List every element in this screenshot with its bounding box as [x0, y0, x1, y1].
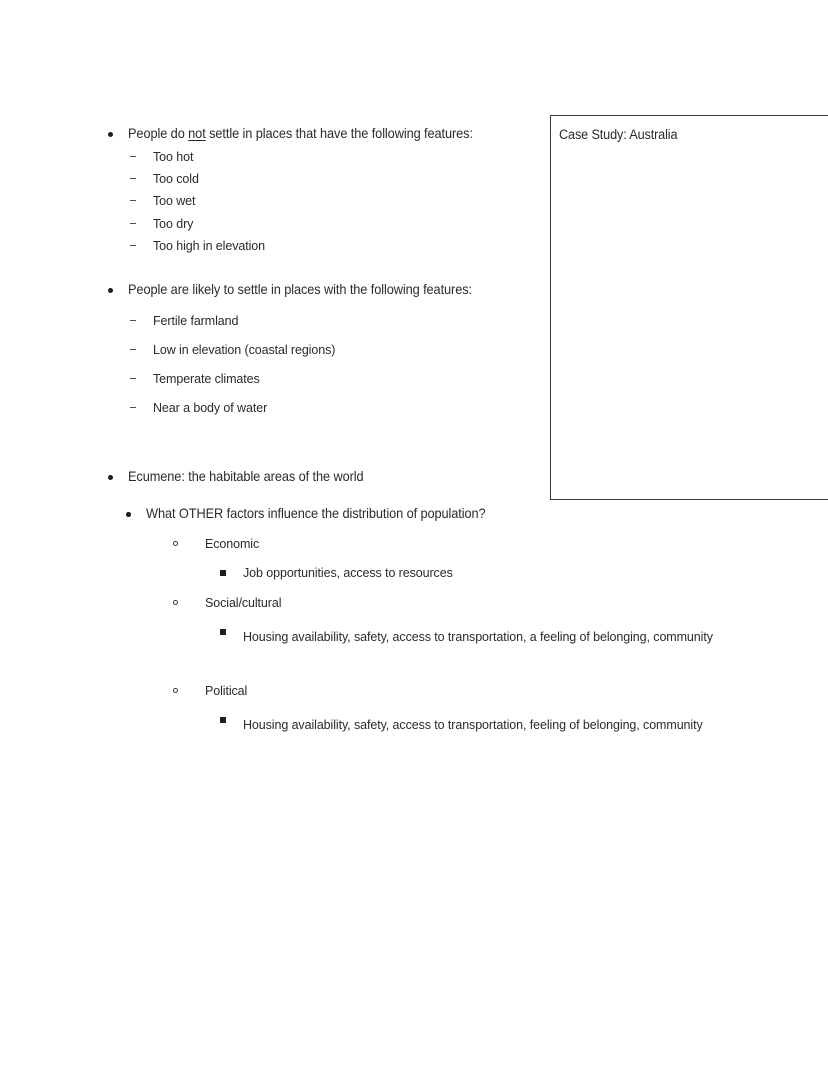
- bullet-dash-icon: [130, 223, 136, 224]
- list-item: Too hot: [153, 149, 194, 164]
- case-study-box: [550, 115, 828, 500]
- bullet-disc-icon: [126, 512, 131, 517]
- factor-name: Social/cultural: [205, 595, 282, 610]
- bullet-dash-icon: [130, 178, 136, 179]
- bullet-disc-icon: [108, 288, 113, 293]
- bullet-disc-icon: [108, 475, 113, 480]
- bullet-dash-icon: [130, 200, 136, 201]
- question-other-factors: What OTHER factors influence the distribution of population?: [146, 506, 486, 521]
- list-item: Temperate climates: [153, 371, 260, 386]
- bullet-square-icon: [220, 717, 226, 723]
- factor-detail: Housing availability, safety, access to transportation, feeling of belonging, community: [243, 717, 703, 732]
- factor-name: Economic: [205, 536, 260, 551]
- heading-not-settle-after: settle in places that have the following features:: [205, 126, 473, 141]
- bullet-square-icon: [220, 629, 226, 635]
- case-study-label: Case Study: Australia: [559, 127, 678, 142]
- heading-not-settle-emphasis: not: [188, 126, 206, 141]
- bullet-circle-icon: [173, 541, 178, 546]
- bullet-dash-icon: [130, 320, 136, 321]
- factor-detail: Job opportunities, access to resources: [243, 565, 453, 580]
- list-item: Near a body of water: [153, 400, 268, 415]
- bullet-circle-icon: [173, 688, 178, 693]
- list-item: Low in elevation (coastal regions): [153, 342, 336, 357]
- list-item: Too wet: [153, 193, 196, 208]
- heading-likely-settle: People are likely to settle in places with the following features:: [128, 282, 472, 297]
- bullet-square-icon: [220, 570, 226, 576]
- list-item: Too dry: [153, 216, 194, 231]
- bullet-disc-icon: [108, 132, 113, 137]
- list-item: Fertile farmland: [153, 313, 239, 328]
- bullet-dash-icon: [130, 156, 136, 157]
- bullet-dash-icon: [130, 407, 136, 408]
- bullet-circle-icon: [173, 600, 178, 605]
- heading-ecumene: Ecumene: the habitable areas of the world: [128, 469, 364, 484]
- bullet-dash-icon: [130, 378, 136, 379]
- heading-not-settle: [128, 125, 495, 142]
- bullet-dash-icon: [130, 349, 136, 350]
- list-item: Too high in elevation: [153, 238, 265, 253]
- factor-name: Political: [205, 683, 248, 698]
- factor-detail: Housing availability, safety, access to transportation, a feeling of belonging, community: [243, 629, 713, 644]
- heading-not-settle-before: People do: [128, 126, 189, 141]
- list-item: Too cold: [153, 171, 199, 186]
- bullet-dash-icon: [130, 245, 136, 246]
